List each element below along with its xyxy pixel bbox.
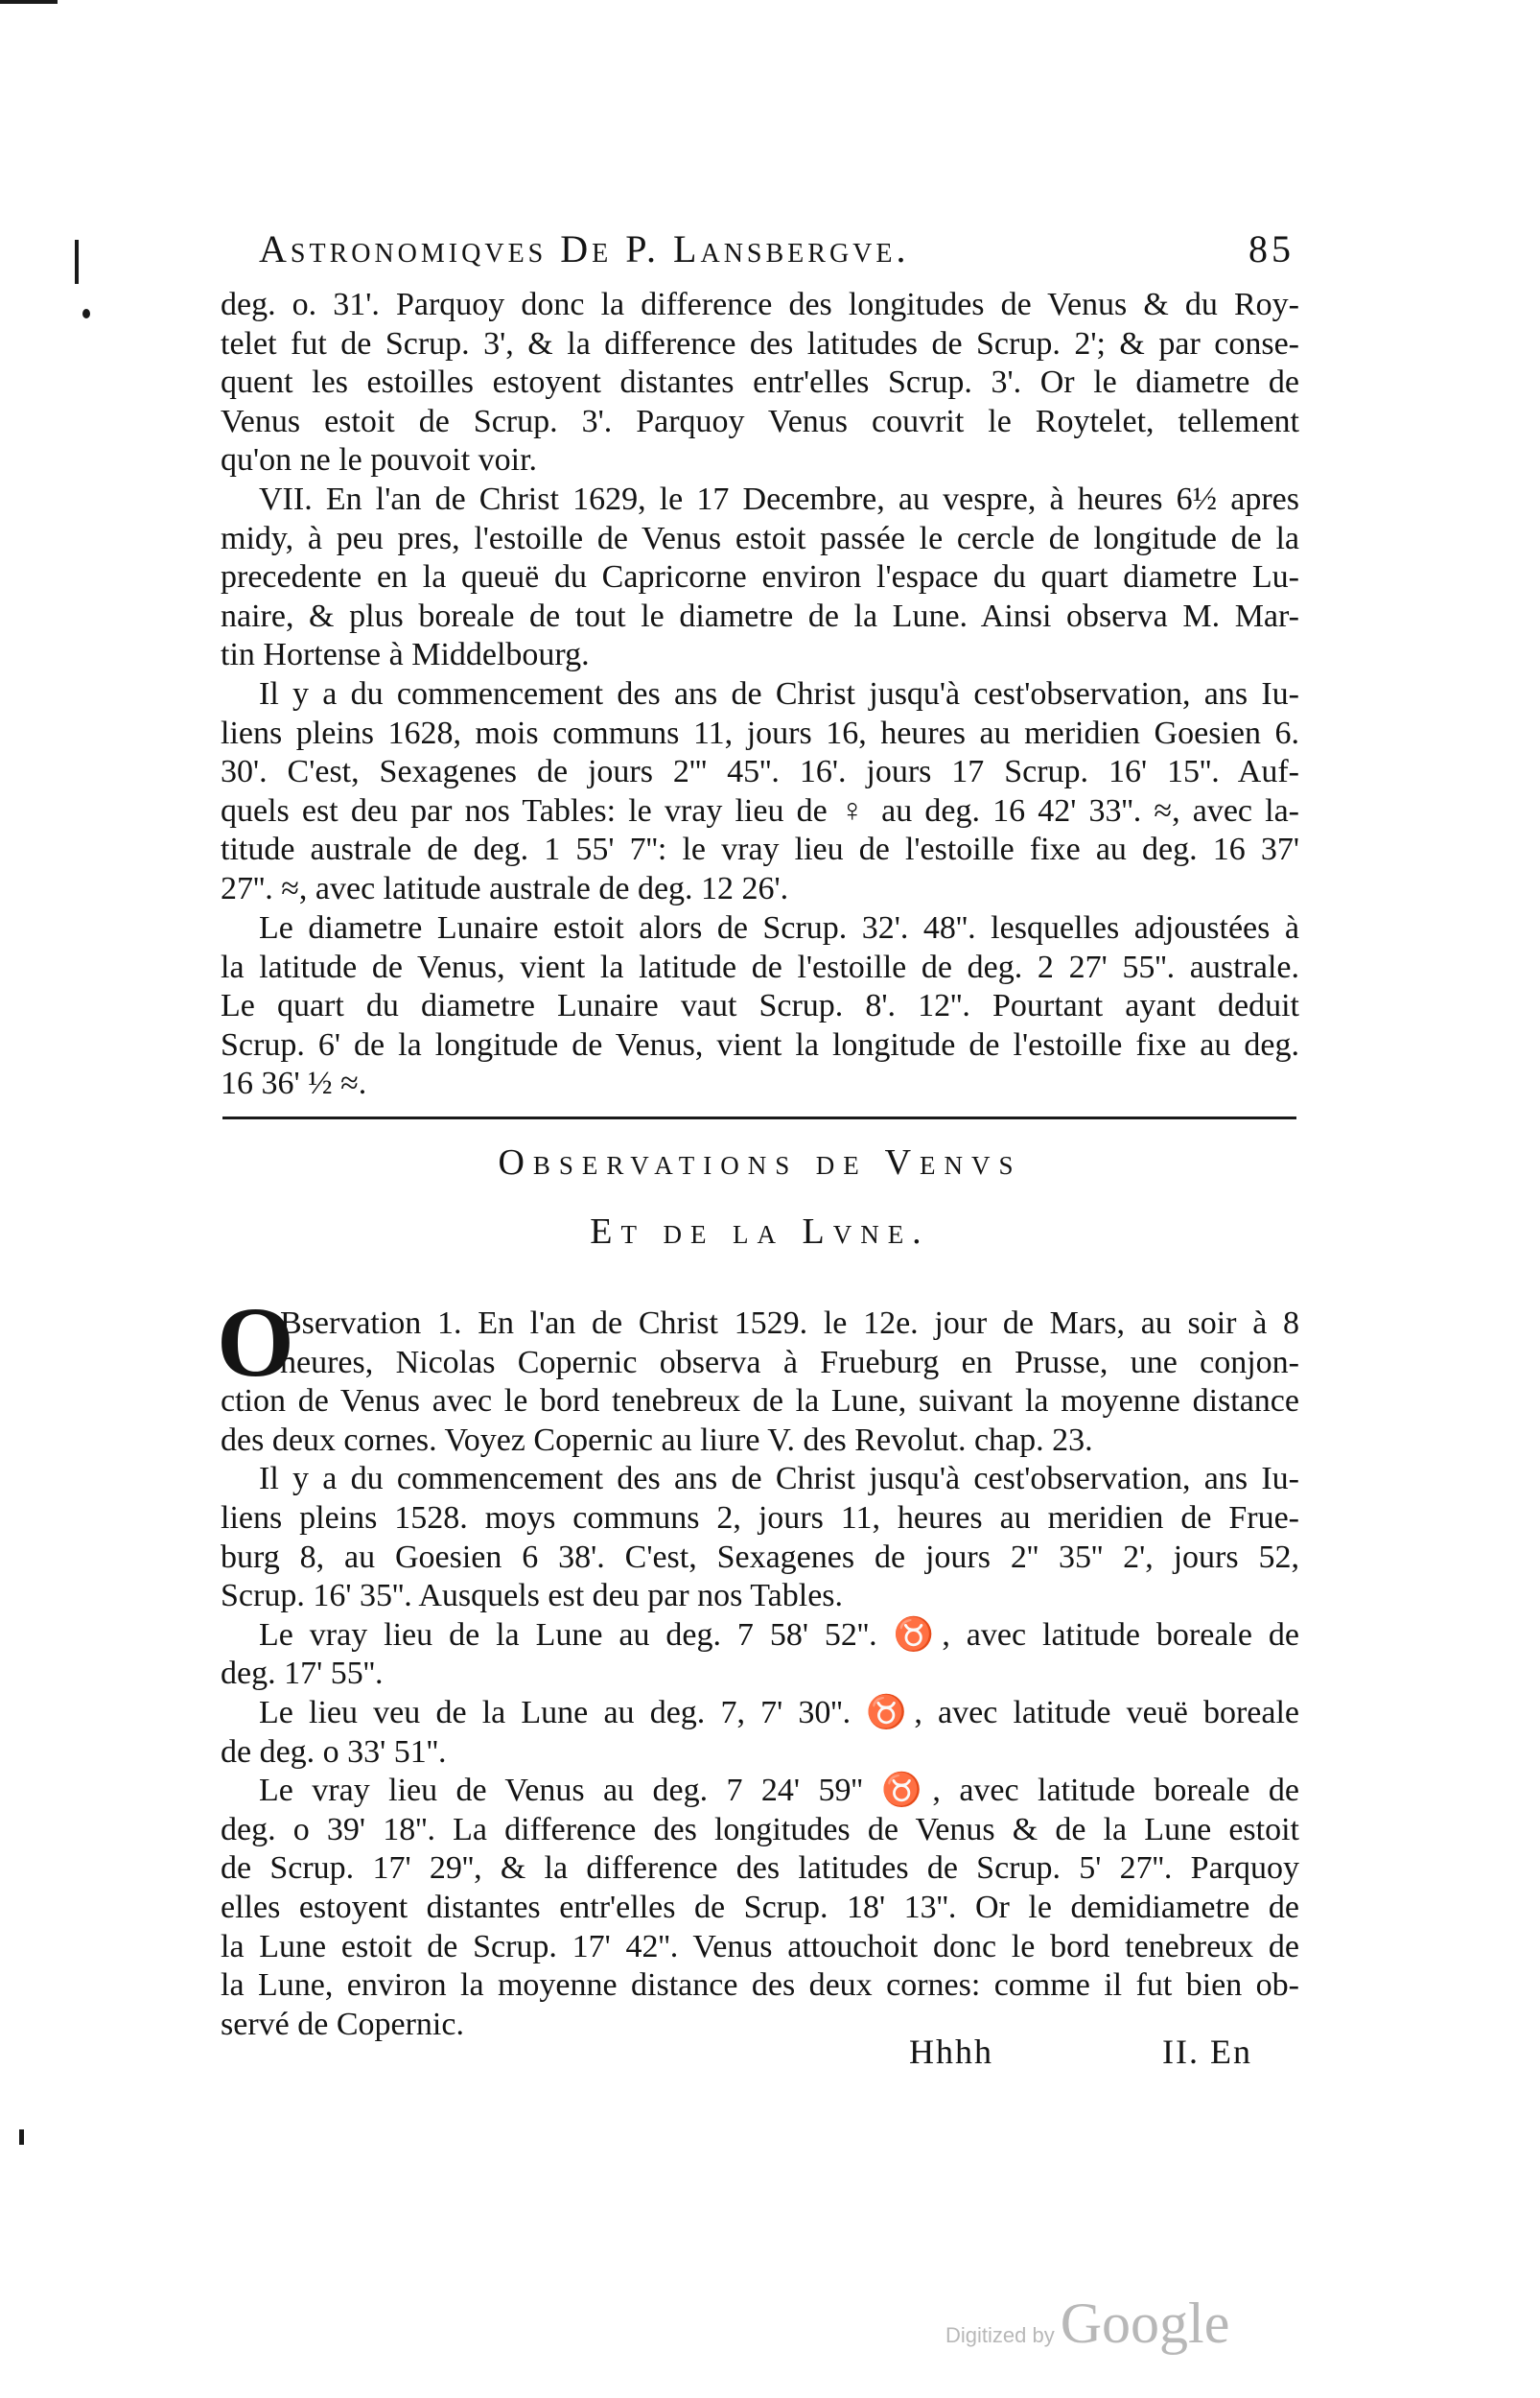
catchword: II. En [1162, 2033, 1252, 2071]
text-line: deg. o 39' 18''. La difference des longitudes de Venus & de la Lune estoit [221, 1811, 1299, 1847]
text-line: Bservation 1. En l'an de Christ 1529. le 12e. jour de Mars, au soir à 8 [280, 1305, 1299, 1341]
text-line: deg. o. 31'. Parquoy donc la difference des longitudes de Venus & du Roy- [221, 287, 1299, 322]
scan-mark [19, 2129, 24, 2145]
text-line: qu'on ne le pouvoit voir. [221, 442, 538, 479]
observation-one [221, 1305, 1299, 2044]
text-line: des deux cornes. Voyez Copernic au liure V. des Revolut. chap. 23. [221, 1422, 1093, 1458]
text-line: elles estoyent distantes entr'elles de Scrup. 18' 13''. Or le demidiametre de [221, 1889, 1299, 1925]
page-number: 85 [1248, 227, 1295, 270]
text-line: Le vray lieu de Venus au deg. 7 24' 59'' ♉, avec latitude boreale de [259, 1773, 1299, 1809]
running-header [259, 226, 1295, 271]
text-line: la Lune, environ la moyenne distance des deux cornes: comme il fut bien ob- [221, 1967, 1299, 2004]
section-title: Observations de Venvs [498, 1142, 1022, 1183]
text-line: 16 36' ½ ≈. [221, 1066, 367, 1102]
text-line: Le lieu veu de la Lune au deg. 7, 7' 30''. ♉, avec latitude veuë boreale [259, 1694, 1299, 1730]
text-line: la Lune estoit de Scrup. 17' 42''. Venus attouchoit donc le bord tenebreux de [221, 1928, 1299, 1964]
drop-cap: O [217, 1287, 294, 1398]
text-line: liens pleins 1528. moys communs 2, jours 11, heures au meridien de Frue- [221, 1499, 1299, 1536]
text-line: Il y a du commencement des ans de Christ jusqu'à cest'observation, ans Iu- [259, 676, 1299, 712]
text-line: Le vray lieu de la Lune au deg. 7 58' 52''. ♉, avec latitude boreale de [259, 1616, 1299, 1653]
text-line: quels est deu par nos Tables: le vray lieu de ♀ au deg. 16 42' 33''. ≈, avec la- [221, 792, 1299, 829]
section-divider [222, 1117, 1296, 1119]
scan-mark [82, 309, 90, 318]
text-line: deg. 17' 55''. [221, 1656, 384, 1692]
text-line: Scrup. 6' de la longitude de Venus, vient la longitude de l'estoille fixe au deg. [221, 1026, 1299, 1063]
text-line: Il y a du commencement des ans de Christ jusqu'à cest'observation, ans Iu- [259, 1461, 1299, 1497]
text-line: la latitude de Venus, vient la latitude de l'estoille de deg. 2 27' 55''. australe. [221, 949, 1299, 985]
text-line: burg 8, au Goesien 6 38'. C'est, Sexagenes de jours 2'' 35'' 2', jours 52, [221, 1539, 1299, 1575]
text-line: naire, & plus boreale de tout le diametre de la Lune. Ainsi observa M. Mar- [221, 598, 1299, 634]
paragraph-computation [221, 675, 1299, 909]
section-subtitle: Et de la Lvne. [590, 1211, 930, 1252]
text-line: telet fut de Scrup. 3', & la difference des latitudes de Scrup. 2'; & par conse- [221, 325, 1299, 362]
text-line: titude australe de deg. 1 55' 7'': le vray lieu de l'estoille fixe au deg. 16 37' [221, 832, 1299, 868]
paragraph-diameter [221, 909, 1299, 1104]
text-line: Le diametre Lunaire estoit alors de Scrup. 32'. 48''. lesquelles adjoustées à [259, 910, 1299, 946]
text-line: 30'. C'est, Sexagenes de jours 2''' 45''. 16'. jours 17 Scrup. 16' 15''. Auf- [221, 754, 1299, 790]
text-line: 27''. ≈, avec latitude australe de deg. 12 26'. [221, 870, 789, 906]
google-logo: Google [1060, 2292, 1230, 2355]
text-line: Le quart du diametre Lunaire vaut Scrup. 8'. 12''. Pourtant ayant deduit [221, 988, 1299, 1024]
paragraph-continuation [221, 286, 1299, 481]
text-line: Venus estoit de Scrup. 3'. Parquoy Venus couvrit le Roytelet, tellement [221, 403, 1299, 439]
text-line: liens pleins 1628, mois communs 11, jours 16, heures au meridien Goesien 6. [221, 715, 1299, 751]
scan-mark [0, 0, 58, 4]
digitization-watermark [945, 2291, 1229, 2357]
scan-mark [75, 240, 79, 284]
text-line: Scrup. 16' 35''. Ausquels est deu par nos Tables. [221, 1578, 844, 1614]
signature-mark: Hhhh [909, 2033, 993, 2071]
watermark-prefix: Digitized by [945, 2323, 1055, 2347]
header-title: Astronomiqves De P. Lansbergve. [259, 227, 910, 270]
text-line: VII. En l'an de Christ 1629, le 17 Decembre, au vespre, à heures 6½ apres [259, 482, 1299, 517]
text-line: servé de Copernic. [221, 2006, 464, 2042]
text-line: de deg. o 33' 51''. [221, 1733, 447, 1770]
paragraph-vii [221, 481, 1299, 675]
text-line: precedente en la queuë du Capricorne environ l'espace du quart diametre Lu- [221, 559, 1299, 596]
text-line: midy, à peu pres, l'estoille de Venus estoit passée le cercle de longitude de la [221, 520, 1299, 556]
text-line: tin Hortense à Middelbourg. [221, 637, 590, 673]
text-line: ction de Venus avec le bord tenebreux de la Lune, suivant la moyenne distance [221, 1383, 1299, 1420]
text-line: quent les estoilles estoyent distantes entr'elles Scrup. 3'. Or le diametre de [221, 364, 1299, 401]
text-line: heures, Nicolas Copernic observa à Frueburg en Prusse, une conjon- [280, 1344, 1299, 1380]
text-line: de Scrup. 17' 29'', & la difference des latitudes de Scrup. 5' 27''. Parquoy [221, 1850, 1299, 1887]
